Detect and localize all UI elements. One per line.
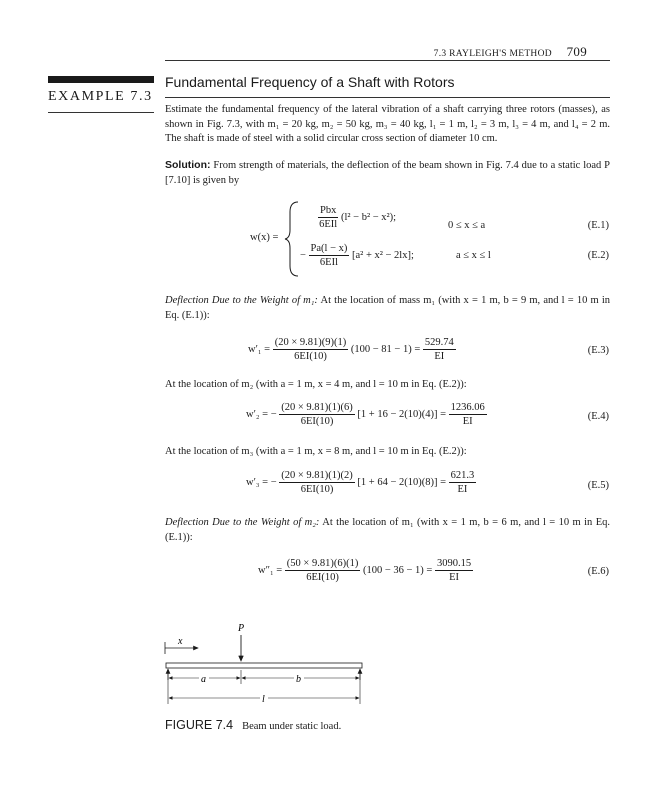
e3-result-fraction	[423, 337, 456, 362]
e5-result-fraction	[449, 470, 477, 495]
e6-result-denominator: EI	[449, 572, 459, 583]
e3-rest: (100 − 81 − 1) =	[350, 343, 421, 355]
figure-caption-text: Beam under static load.	[242, 721, 342, 732]
page-number: 709	[566, 44, 587, 59]
e5-fraction	[279, 470, 355, 495]
equation-e1	[318, 205, 396, 230]
paragraph-m3: At the location of m₃ (with a = 1 m, x = 8 m, and l = 10 m in Eq. (E.2)):	[165, 446, 467, 457]
e4-result-denominator: EI	[462, 416, 473, 427]
paragraph-m2: At the location of m₂ (with a = 1 m, x = 4 m, and l = 10 m in Eq. (E.2)):	[165, 379, 467, 390]
e6-result-fraction	[435, 558, 473, 583]
label-a: a	[201, 674, 206, 685]
problem-statement: Estimate the fundamental frequency of the lateral vibration of a shaft carrying three rotors (masses), as shown in Fig. 7.3, with m₁ = 20 kg, m₂ = 50 kg, m₃ = 40 kg, l₁ = 1 m, l₂ = 3 m, l₃ = 4 m, and l₄ = 2 m. The shaft is made of steel with a solid circular cross section of diameter 10 cm.	[165, 104, 610, 145]
e6-fraction	[285, 558, 361, 583]
e4-denominator: 6EI(10)	[300, 416, 334, 427]
e6-lhs: w″₁ =	[258, 564, 283, 576]
e5-result-denominator: EI	[457, 484, 468, 495]
e1-tag: (E.1)	[587, 220, 609, 231]
left-brace	[284, 200, 300, 278]
e6-tag: (E.6)	[587, 566, 609, 577]
label-l: l	[262, 694, 265, 705]
e3-denominator: 6EI(10)	[294, 351, 327, 362]
equation-e2	[300, 243, 414, 268]
label-p: P	[238, 623, 245, 634]
e1-numerator: Pbx	[320, 205, 337, 216]
e1-rest: (l² − b² − x²);	[340, 211, 397, 223]
equation-e6	[258, 558, 473, 583]
figure-caption-label: FIGURE 7.4	[165, 718, 234, 732]
header-rule	[165, 60, 610, 61]
figure-caption	[165, 718, 341, 733]
e2-denominator: 6EIl	[319, 257, 338, 268]
e1-range: 0 ≤ x ≤ a	[448, 220, 486, 231]
e5-denominator: 6EI(10)	[300, 484, 334, 495]
e2-fraction	[309, 243, 350, 268]
paragraph-m1	[165, 294, 610, 323]
e3-tag: (E.3)	[587, 345, 609, 356]
e1-denominator: 6EIl	[319, 219, 338, 230]
e4-tag: (E.4)	[587, 411, 609, 422]
e4-lhs: w′₂ = −	[246, 408, 277, 420]
example-title: Fundamental Frequency of a Shaft with Rotors	[165, 74, 455, 90]
paragraph-m2-weight	[165, 516, 610, 545]
e3-result-denominator: EI	[434, 351, 445, 362]
e2-numerator: Pa(l − x)	[310, 243, 348, 254]
running-header	[434, 44, 587, 60]
e5-rest: [1 + 64 − 2(10)(8)] =	[357, 476, 447, 488]
e2-rest: [a² + x² − 2lx];	[352, 249, 414, 261]
paragraph-m1-heading: Deflection Due to the Weight of m₁:	[165, 295, 318, 306]
e6-numerator: (50 × 9.81)(6)(1)	[286, 558, 359, 569]
e4-numerator: (20 × 9.81)(1)(6)	[281, 402, 353, 413]
example-rule	[48, 112, 154, 113]
e3-lhs: w′₁ =	[248, 343, 271, 355]
e4-result-numerator: 1236.06	[450, 402, 485, 413]
e2-range: a ≤ x ≤ l	[456, 250, 491, 261]
beam-figure	[160, 620, 370, 715]
e3-result-numerator: 529.74	[424, 337, 454, 348]
example-label: EXAMPLE 7.3	[48, 89, 153, 104]
paragraph-m2-weight-text: At the location of m₁ (with x = 1 m, b = 6 m, and l = 10 m in Eq. (E.1)):	[165, 517, 610, 543]
e1-fraction	[318, 205, 338, 230]
solution-label: Solution:	[165, 159, 211, 171]
e5-lhs: w′₃ = −	[246, 476, 277, 488]
solution-text: From strength of materials, the deflection of the beam shown in Fig. 7.4 due to a static load P [7.10] is given by	[165, 160, 610, 186]
e5-tag: (E.5)	[587, 480, 609, 491]
e4-result-fraction	[449, 402, 487, 427]
e4-fraction	[279, 402, 355, 427]
example-bar	[48, 76, 154, 83]
e5-result-numerator: 621.3	[450, 470, 475, 481]
e6-result-numerator: 3090.15	[436, 558, 472, 569]
title-rule	[165, 97, 610, 98]
label-x: x	[178, 636, 183, 647]
e6-rest: (100 − 36 − 1) =	[362, 564, 433, 576]
header-section: 7.3 RAYLEIGH'S METHOD	[433, 49, 552, 59]
wx-label: w(x) =	[250, 232, 279, 243]
e5-numerator: (20 × 9.81)(1)(2)	[281, 470, 353, 481]
equation-e5	[246, 470, 476, 495]
equation-e4	[246, 402, 487, 427]
equation-e3	[248, 337, 456, 362]
e6-denominator: 6EI(10)	[306, 572, 339, 583]
e2-tag: (E.2)	[587, 250, 609, 261]
e2-sign: −	[300, 249, 306, 261]
beam	[166, 663, 362, 668]
e4-rest: [1 + 16 − 2(10)(4)] =	[357, 408, 447, 420]
paragraph-m2-weight-heading: Deflection Due to the Weight of m₂:	[165, 517, 320, 528]
label-b: b	[296, 674, 301, 685]
e3-numerator: (20 × 9.81)(9)(1)	[274, 337, 347, 348]
e3-fraction	[273, 337, 349, 362]
solution-paragraph	[165, 158, 610, 188]
paragraph-m1-text: At the location of mass m₁ (with x = 1 m, b = 9 m, and l = 10 m in Eq. (E.1)):	[165, 295, 610, 321]
